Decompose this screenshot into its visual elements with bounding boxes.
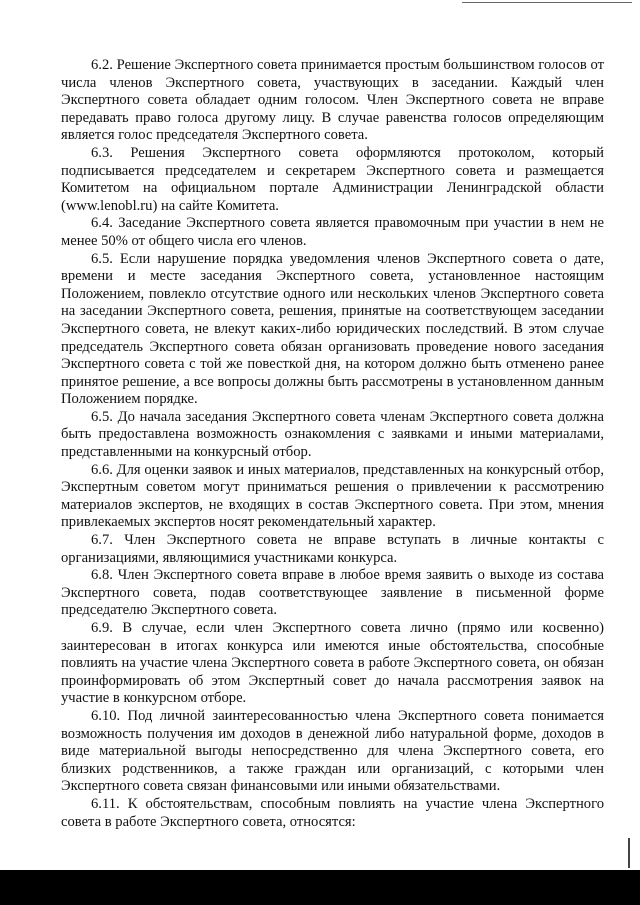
paragraph-6-4: 6.4. Заседание Экспертного совета является правомочным при участии в нем не менее 50% от общего числа его членов. [61,215,604,249]
scan-margin-mark [628,838,630,868]
paragraph-6-6: 6.6. Для оценки заявок и иных материалов, представленных на конкурсный отбор, Экспертным советом могут приниматься решения о привлечении к рассмотрению материалов экспертов, не входящих в состав Экспертного совета. При этом, мнения привлекаемых экспертов носят рекомендательный характер. [61,461,604,531]
paragraph-6-11: 6.11. К обстоятельствам, способным повлиять на участие члена Экспертного совета в работе Экспертного совета, относятся: [61,795,604,830]
paragraph-6-10: 6.10. Под личной заинтересованностью члена Экспертного совета понимается возможность получения им доходов в денежной либо натуральной форме, доходов в виде материальной выгоды непосредственно для члена Экспертного совета, его близких родственников, а также граждан или организаций, с которыми член Экспертного совета связан финансовыми или иными обязательствами. [61,707,604,795]
document-body [61,57,604,831]
paragraph-6-9: 6.9. В случае, если член Экспертного совета лично (прямо или косвенно) заинтересован в итогах конкурса или имеются иные обстоятельства, способные повлиять на участие члена Экспертного совета в работе Экспертного совета, он обязан проинформировать об этом Экспертный совет до начала рассмотрения заявок на участие в конкурсном отборе. [61,620,604,707]
paragraph-6-3: 6.3. Решения Экспертного совета оформляются протоколом, который подписывается председателем и секретарем Экспертного совета и размещается Комитетом на официальном портале Администрации Ленинградской области (www.lenobl.ru) на сайте Комитета. [61,144,604,214]
paragraph-6-2: 6.2. Решение Экспертного совета принимается простым большинством голосов от числа членов Экспертного совета, участвующих в заседании. Каждый член Экспертного совета обладает одним голосом. Член Экспертного совета не вправе передавать право голоса другому лицу. В случае равенства голосов определяющим является голос председателя Экспертного совета. [61,57,604,144]
scan-bottom-band [0,870,640,905]
paragraph-6-7: 6.7. Член Экспертного совета не вправе вступать в личные контакты с организациями, являющимися участниками конкурса. [61,532,604,566]
scan-edge-line [462,2,632,3]
paragraph-6-5-a: 6.5. Если нарушение порядка уведомления членов Экспертного совета о дате, времени и месте заседания Экспертного совета, установленное настоящим Положением, повлекло отсутствие одного или нескольких членов Экспертного совета на заседании Экспертного совета, решения, принятые на соответствующем заседании Экспертного совета, не влекут каких-либо юридических последствий. В этом случае председатель Экспертного совета обязан организовать проведение нового заседания Экспертного совета с той же повесткой дня, на котором должно быть отменено ранее принятое решение, а все вопросы должны быть рассмотрены в установленном данным Положением порядке. [61,250,604,408]
paragraph-6-8: 6.8. Член Экспертного совета вправе в любое время заявить о выходе из состава Экспертного совета, подав соответствующее заявление в письменной форме председателю Экспертного совета. [61,567,604,619]
paragraph-6-5-b: 6.5. До начала заседания Экспертного совета членам Экспертного совета должна быть предоставлена возможность ознакомления с заявками и иными материалами, представленными на конкурсный отбор. [61,408,604,461]
